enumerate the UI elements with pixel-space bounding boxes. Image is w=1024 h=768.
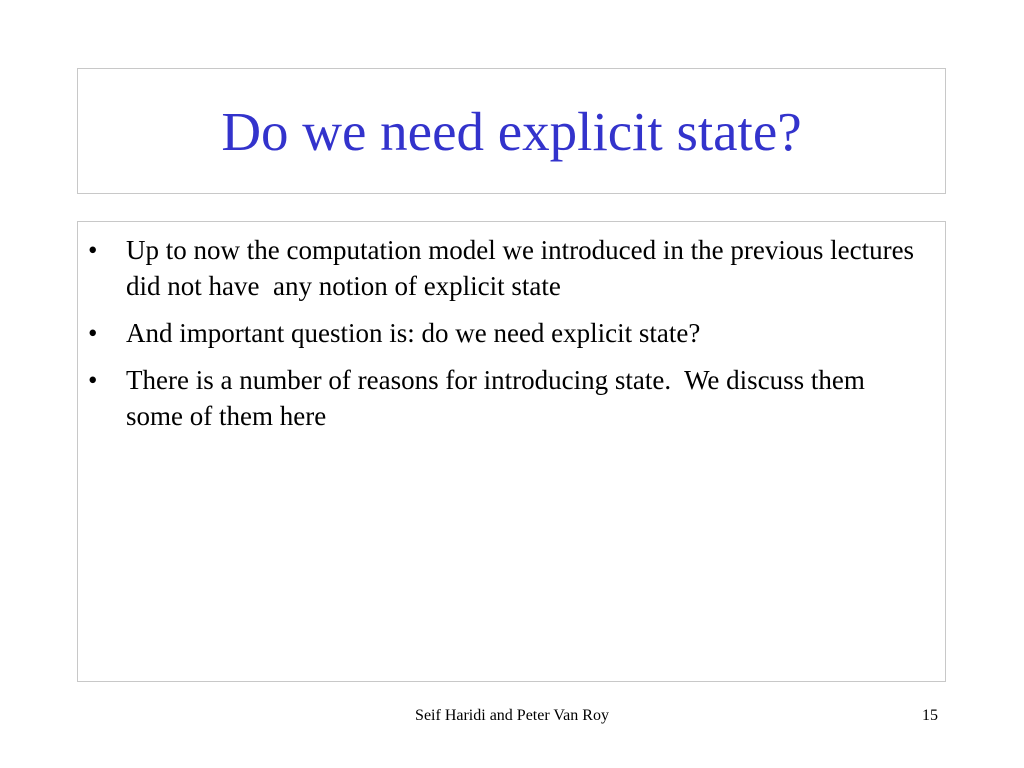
footer-credit: Seif Haridi and Peter Van Roy	[415, 707, 609, 724]
bullet-icon: •	[88, 318, 98, 348]
bullet-text: Up to now the computation model we introduced in the previous lectures did not have any notion of explicit state	[126, 235, 921, 301]
page-number: 15	[922, 707, 938, 724]
bullet-item	[88, 315, 925, 351]
bullet-text: And important question is: do we need explicit state?	[126, 318, 701, 348]
bullet-item	[88, 362, 925, 434]
title-box	[77, 68, 946, 194]
bullet-item	[88, 232, 925, 304]
bullet-icon: •	[88, 365, 98, 395]
bullet-list	[78, 222, 945, 434]
content-box	[77, 221, 946, 682]
slide-title: Do we need explicit state?	[221, 100, 802, 162]
bullet-text: There is a number of reasons for introducing state. We discuss them some of them here	[126, 365, 872, 431]
bullet-icon: •	[88, 235, 98, 265]
